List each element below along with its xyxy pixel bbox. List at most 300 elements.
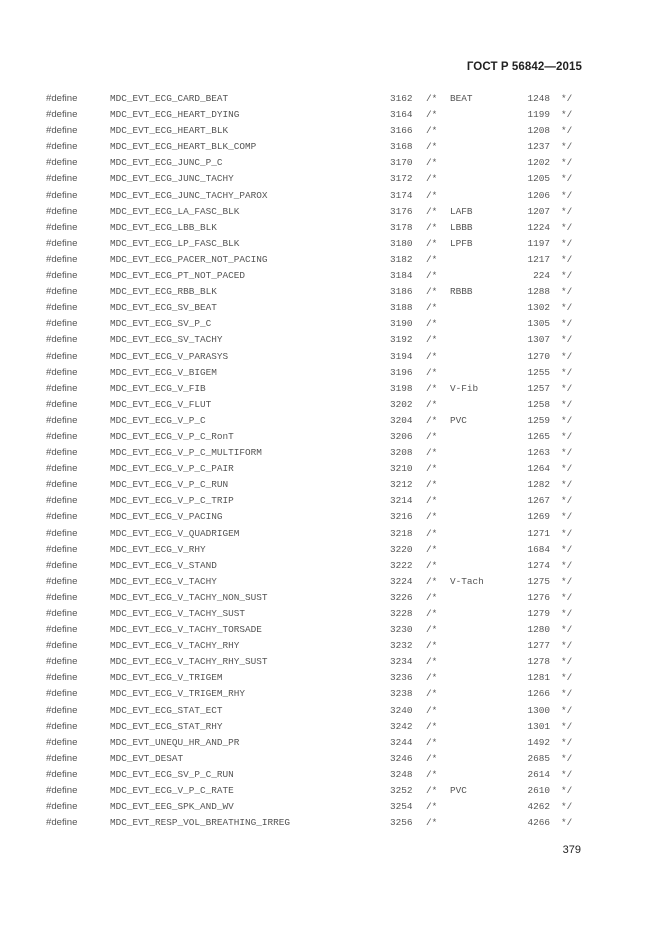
comment-value: 1248 bbox=[527, 93, 550, 104]
comment-close: */ bbox=[561, 414, 573, 426]
define-keyword: #define bbox=[46, 430, 78, 442]
comment-value: 1279 bbox=[527, 608, 550, 619]
define-keyword: #define bbox=[46, 253, 78, 265]
comment-value: 1206 bbox=[527, 189, 550, 201]
define-row bbox=[0, 688, 661, 704]
define-keyword: #define bbox=[46, 189, 78, 201]
comment-open: /* bbox=[426, 785, 438, 797]
constant-code: 3168 bbox=[390, 141, 413, 153]
define-keyword: #define bbox=[46, 479, 78, 491]
define-keyword: #define bbox=[46, 398, 78, 410]
comment-close: */ bbox=[561, 447, 573, 459]
define-keyword: #define bbox=[46, 157, 78, 169]
comment-close: */ bbox=[561, 205, 573, 217]
define-keyword: #define bbox=[46, 125, 78, 137]
comment-close: */ bbox=[561, 527, 573, 539]
constant-name: MDC_EVT_EEG_SPK_AND_WV bbox=[110, 801, 234, 813]
define-row bbox=[0, 737, 661, 753]
define-keyword: #define bbox=[46, 270, 78, 282]
comment-value: 1259 bbox=[527, 414, 550, 426]
comment-close: */ bbox=[561, 688, 573, 700]
define-row bbox=[0, 157, 661, 173]
constant-name: MDC_EVT_ECG_SV_P_C bbox=[110, 318, 212, 330]
constant-name: MDC_EVT_DESAT bbox=[110, 752, 184, 764]
constant-name: MDC_EVT_UNEQU_HR_AND_PR bbox=[110, 736, 240, 748]
constant-code: 3248 bbox=[390, 768, 413, 780]
constant-code: 3206 bbox=[390, 430, 413, 442]
comment-close: */ bbox=[561, 366, 573, 378]
define-keyword: #define bbox=[46, 334, 78, 346]
define-row bbox=[0, 753, 661, 769]
comment-open: /* bbox=[426, 189, 438, 201]
constant-name: MDC_EVT_ECG_V_RHY bbox=[110, 543, 206, 555]
constant-code: 3232 bbox=[390, 640, 413, 652]
comment-close: */ bbox=[561, 286, 573, 298]
comment-value: 1208 bbox=[527, 125, 550, 137]
comment-value: 1263 bbox=[527, 447, 550, 459]
comment-value: 1301 bbox=[527, 720, 550, 732]
constant-name: MDC_EVT_ECG_V_STAND bbox=[110, 559, 217, 571]
comment-open: /* bbox=[426, 624, 438, 636]
constant-code: 3222 bbox=[390, 559, 413, 571]
define-keyword: #define bbox=[46, 511, 78, 523]
comment-open: /* bbox=[426, 736, 438, 748]
constant-code: 3234 bbox=[390, 656, 413, 668]
constant-code: 3256 bbox=[390, 817, 413, 829]
comment-value: 1217 bbox=[527, 253, 550, 265]
constant-code: 3162 bbox=[390, 93, 413, 104]
comment-label: V-Tach bbox=[450, 575, 484, 587]
constant-code: 3240 bbox=[390, 704, 413, 716]
comment-value: 1267 bbox=[527, 495, 550, 507]
define-keyword: #define bbox=[46, 414, 78, 426]
comment-label: PVC bbox=[450, 414, 467, 426]
comment-value: 4266 bbox=[527, 817, 550, 829]
comment-open: /* bbox=[426, 447, 438, 459]
constant-code: 3166 bbox=[390, 125, 413, 137]
define-row bbox=[0, 785, 661, 801]
comment-close: */ bbox=[561, 253, 573, 265]
comment-value: 1280 bbox=[527, 624, 550, 636]
comment-open: /* bbox=[426, 398, 438, 410]
comment-value: 1684 bbox=[527, 543, 550, 555]
constant-code: 3170 bbox=[390, 157, 413, 169]
comment-open: /* bbox=[426, 672, 438, 684]
define-keyword: #define bbox=[46, 173, 78, 185]
define-row bbox=[0, 383, 661, 399]
define-row bbox=[0, 463, 661, 479]
define-keyword: #define bbox=[46, 672, 78, 684]
comment-close: */ bbox=[561, 817, 573, 829]
constant-name: MDC_EVT_ECG_RBB_BLK bbox=[110, 286, 217, 298]
comment-value: 1275 bbox=[527, 575, 550, 587]
constant-code: 3224 bbox=[390, 575, 413, 587]
constant-name: MDC_EVT_RESP_VOL_BREATHING_IRREG bbox=[110, 817, 291, 829]
comment-value: 1270 bbox=[527, 350, 550, 362]
constant-code: 3172 bbox=[390, 173, 413, 185]
constant-code: 3194 bbox=[390, 350, 413, 362]
constant-code: 3182 bbox=[390, 253, 413, 265]
define-row bbox=[0, 656, 661, 672]
define-row bbox=[0, 495, 661, 511]
comment-open: /* bbox=[426, 173, 438, 185]
comment-open: /* bbox=[426, 640, 438, 652]
comment-value: 1266 bbox=[527, 688, 550, 700]
constant-name: MDC_EVT_ECG_V_TRIGEM_RHY bbox=[110, 688, 246, 700]
constant-name: MDC_EVT_ECG_V_TACHY_RHY_SUST bbox=[110, 656, 268, 668]
comment-label: BEAT bbox=[450, 93, 473, 104]
comment-close: */ bbox=[561, 704, 573, 716]
define-keyword: #define bbox=[46, 817, 78, 829]
constant-code: 3210 bbox=[390, 463, 413, 475]
constant-name: MDC_EVT_ECG_V_P_C_RATE bbox=[110, 785, 234, 797]
comment-value: 1224 bbox=[527, 221, 550, 233]
constant-code: 3178 bbox=[390, 221, 413, 233]
comment-value: 1207 bbox=[527, 205, 550, 217]
comment-open: /* bbox=[426, 752, 438, 764]
constant-name: MDC_EVT_ECG_JUNC_P_C bbox=[110, 157, 223, 169]
comment-open: /* bbox=[426, 414, 438, 426]
comment-open: /* bbox=[426, 221, 438, 233]
comment-open: /* bbox=[426, 608, 438, 619]
define-keyword: #define bbox=[46, 720, 78, 732]
comment-close: */ bbox=[561, 430, 573, 442]
comment-close: */ bbox=[561, 608, 573, 619]
comment-close: */ bbox=[561, 640, 573, 652]
constant-code: 3252 bbox=[390, 785, 413, 797]
constant-code: 3198 bbox=[390, 382, 413, 394]
comment-value: 1300 bbox=[527, 704, 550, 716]
constant-name: MDC_EVT_ECG_HEART_DYING bbox=[110, 109, 240, 121]
comment-open: /* bbox=[426, 366, 438, 378]
constant-code: 3228 bbox=[390, 608, 413, 619]
define-row bbox=[0, 270, 661, 286]
comment-open: /* bbox=[426, 270, 438, 282]
comment-open: /* bbox=[426, 253, 438, 265]
document-id-header: ГОСТ Р 56842—2015 bbox=[466, 61, 582, 73]
comment-open: /* bbox=[426, 93, 438, 104]
define-keyword: #define bbox=[46, 350, 78, 362]
comment-label: LPFB bbox=[450, 237, 473, 249]
comment-close: */ bbox=[561, 221, 573, 233]
comment-open: /* bbox=[426, 157, 438, 169]
define-row bbox=[0, 817, 661, 833]
constant-name: MDC_EVT_ECG_SV_P_C_RUN bbox=[110, 768, 234, 780]
constant-name: MDC_EVT_ECG_HEART_BLK_COMP bbox=[110, 141, 257, 153]
comment-value: 1255 bbox=[527, 366, 550, 378]
comment-open: /* bbox=[426, 720, 438, 732]
comment-open: /* bbox=[426, 125, 438, 137]
define-row bbox=[0, 173, 661, 189]
comment-close: */ bbox=[561, 302, 573, 314]
comment-close: */ bbox=[561, 109, 573, 121]
comment-close: */ bbox=[561, 672, 573, 684]
define-keyword: #define bbox=[46, 559, 78, 571]
comment-open: /* bbox=[426, 656, 438, 668]
comment-close: */ bbox=[561, 801, 573, 813]
comment-close: */ bbox=[561, 350, 573, 362]
comment-close: */ bbox=[561, 334, 573, 346]
comment-close: */ bbox=[561, 93, 573, 104]
comment-value: 2614 bbox=[527, 768, 550, 780]
comment-close: */ bbox=[561, 189, 573, 201]
define-row bbox=[0, 447, 661, 463]
comment-value: 1205 bbox=[527, 173, 550, 185]
constant-name: MDC_EVT_ECG_V_TACHY bbox=[110, 575, 217, 587]
comment-open: /* bbox=[426, 704, 438, 716]
constant-name: MDC_EVT_ECG_V_TACHY_RHY bbox=[110, 640, 240, 652]
constant-name: MDC_EVT_ECG_V_TACHY_SUST bbox=[110, 608, 246, 619]
comment-value: 1302 bbox=[527, 302, 550, 314]
comment-close: */ bbox=[561, 157, 573, 169]
define-keyword: #define bbox=[46, 608, 78, 619]
constant-name: MDC_EVT_ECG_CARD_BEAT bbox=[110, 93, 229, 104]
define-keyword: #define bbox=[46, 736, 78, 748]
define-row bbox=[0, 93, 661, 109]
comment-value: 1264 bbox=[527, 463, 550, 475]
define-keyword: #define bbox=[46, 382, 78, 394]
define-row bbox=[0, 705, 661, 721]
define-listing bbox=[0, 93, 661, 833]
define-row bbox=[0, 721, 661, 737]
define-row bbox=[0, 141, 661, 157]
define-row bbox=[0, 334, 661, 350]
constant-code: 3244 bbox=[390, 736, 413, 748]
constant-name: MDC_EVT_ECG_LA_FASC_BLK bbox=[110, 205, 240, 217]
define-keyword: #define bbox=[46, 109, 78, 121]
comment-close: */ bbox=[561, 543, 573, 555]
define-row bbox=[0, 302, 661, 318]
define-row bbox=[0, 109, 661, 125]
constant-name: MDC_EVT_ECG_V_P_C_MULTIFORM bbox=[110, 447, 262, 459]
comment-close: */ bbox=[561, 720, 573, 732]
define-row bbox=[0, 238, 661, 254]
define-keyword: #define bbox=[46, 543, 78, 555]
comment-value: 1237 bbox=[527, 141, 550, 153]
comment-close: */ bbox=[561, 270, 573, 282]
constant-name: MDC_EVT_ECG_V_P_C bbox=[110, 414, 206, 426]
comment-open: /* bbox=[426, 350, 438, 362]
constant-code: 3238 bbox=[390, 688, 413, 700]
constant-code: 3196 bbox=[390, 366, 413, 378]
constant-name: MDC_EVT_ECG_V_TACHY_NON_SUST bbox=[110, 591, 268, 603]
constant-code: 3254 bbox=[390, 801, 413, 813]
comment-open: /* bbox=[426, 543, 438, 555]
comment-value: 1197 bbox=[527, 237, 550, 249]
comment-open: /* bbox=[426, 688, 438, 700]
comment-value: 1288 bbox=[527, 286, 550, 298]
define-keyword: #define bbox=[46, 495, 78, 507]
comment-label: V-Fib bbox=[450, 382, 479, 394]
comment-close: */ bbox=[561, 656, 573, 668]
comment-close: */ bbox=[561, 624, 573, 636]
comment-close: */ bbox=[561, 785, 573, 797]
constant-name: MDC_EVT_ECG_V_P_C_TRIP bbox=[110, 495, 234, 507]
comment-value: 1274 bbox=[527, 559, 550, 571]
comment-open: /* bbox=[426, 591, 438, 603]
define-keyword: #define bbox=[46, 624, 78, 636]
constant-name: MDC_EVT_ECG_HEART_BLK bbox=[110, 125, 229, 137]
comment-open: /* bbox=[426, 495, 438, 507]
define-keyword: #define bbox=[46, 447, 78, 459]
define-keyword: #define bbox=[46, 704, 78, 716]
comment-close: */ bbox=[561, 463, 573, 475]
constant-name: MDC_EVT_ECG_V_P_C_RonT bbox=[110, 430, 234, 442]
constant-code: 3246 bbox=[390, 752, 413, 764]
constant-code: 3230 bbox=[390, 624, 413, 636]
comment-open: /* bbox=[426, 817, 438, 829]
define-row bbox=[0, 576, 661, 592]
constant-name: MDC_EVT_ECG_V_P_C_PAIR bbox=[110, 463, 234, 475]
constant-name: MDC_EVT_ECG_SV_BEAT bbox=[110, 302, 217, 314]
comment-close: */ bbox=[561, 736, 573, 748]
constant-code: 3184 bbox=[390, 270, 413, 282]
comment-close: */ bbox=[561, 398, 573, 410]
define-row bbox=[0, 351, 661, 367]
comment-close: */ bbox=[561, 752, 573, 764]
comment-close: */ bbox=[561, 768, 573, 780]
comment-close: */ bbox=[561, 141, 573, 153]
define-keyword: #define bbox=[46, 768, 78, 780]
constant-code: 3186 bbox=[390, 286, 413, 298]
define-row bbox=[0, 801, 661, 817]
constant-name: MDC_EVT_ECG_PT_NOT_PACED bbox=[110, 270, 246, 282]
constant-name: MDC_EVT_ECG_V_TRIGEM bbox=[110, 672, 223, 684]
constant-name: MDC_EVT_ECG_LBB_BLK bbox=[110, 221, 217, 233]
comment-open: /* bbox=[426, 801, 438, 813]
define-keyword: #define bbox=[46, 318, 78, 330]
define-row bbox=[0, 479, 661, 495]
define-keyword: #define bbox=[46, 463, 78, 475]
comment-open: /* bbox=[426, 302, 438, 314]
constant-code: 3226 bbox=[390, 591, 413, 603]
page-number: 379 bbox=[562, 844, 581, 856]
comment-close: */ bbox=[561, 318, 573, 330]
constant-name: MDC_EVT_ECG_V_QUADRIGEM bbox=[110, 527, 240, 539]
comment-label: RBBB bbox=[450, 286, 473, 298]
comment-close: */ bbox=[561, 495, 573, 507]
define-keyword: #define bbox=[46, 527, 78, 539]
define-keyword: #define bbox=[46, 575, 78, 587]
comment-open: /* bbox=[426, 205, 438, 217]
comment-label: LAFB bbox=[450, 205, 473, 217]
constant-code: 3180 bbox=[390, 237, 413, 249]
comment-open: /* bbox=[426, 109, 438, 121]
define-keyword: #define bbox=[46, 93, 78, 104]
define-row bbox=[0, 206, 661, 222]
comment-close: */ bbox=[561, 559, 573, 571]
define-keyword: #define bbox=[46, 237, 78, 249]
define-row bbox=[0, 286, 661, 302]
define-row bbox=[0, 190, 661, 206]
comment-open: /* bbox=[426, 511, 438, 523]
comment-value: 1257 bbox=[527, 382, 550, 394]
comment-value: 4262 bbox=[527, 801, 550, 813]
comment-value: 1202 bbox=[527, 157, 550, 169]
comment-value: 1269 bbox=[527, 511, 550, 523]
comment-open: /* bbox=[426, 479, 438, 491]
constant-code: 3214 bbox=[390, 495, 413, 507]
define-row bbox=[0, 431, 661, 447]
comment-close: */ bbox=[561, 479, 573, 491]
constant-name: MDC_EVT_ECG_STAT_RHY bbox=[110, 720, 223, 732]
constant-code: 3236 bbox=[390, 672, 413, 684]
comment-value: 2685 bbox=[527, 752, 550, 764]
constant-name: MDC_EVT_ECG_V_PACING bbox=[110, 511, 223, 523]
constant-code: 3208 bbox=[390, 447, 413, 459]
comment-value: 1199 bbox=[527, 109, 550, 121]
comment-open: /* bbox=[426, 141, 438, 153]
comment-value: 1305 bbox=[527, 318, 550, 330]
comment-open: /* bbox=[426, 463, 438, 475]
comment-value: 1281 bbox=[527, 672, 550, 684]
comment-close: */ bbox=[561, 237, 573, 249]
define-keyword: #define bbox=[46, 205, 78, 217]
constant-name: MDC_EVT_ECG_PACER_NOT_PACING bbox=[110, 253, 268, 265]
comment-value: 1265 bbox=[527, 430, 550, 442]
define-keyword: #define bbox=[46, 656, 78, 668]
constant-code: 3242 bbox=[390, 720, 413, 732]
constant-name: MDC_EVT_ECG_V_P_C_RUN bbox=[110, 479, 229, 491]
constant-name: MDC_EVT_ECG_STAT_ECT bbox=[110, 704, 223, 716]
define-keyword: #define bbox=[46, 752, 78, 764]
constant-code: 3212 bbox=[390, 479, 413, 491]
define-keyword: #define bbox=[46, 688, 78, 700]
constant-code: 3218 bbox=[390, 527, 413, 539]
define-row bbox=[0, 608, 661, 624]
comment-close: */ bbox=[561, 125, 573, 137]
constant-code: 3202 bbox=[390, 398, 413, 410]
define-row bbox=[0, 254, 661, 270]
constant-name: MDC_EVT_ECG_V_TACHY_TORSADE bbox=[110, 624, 262, 636]
define-row bbox=[0, 222, 661, 238]
constant-name: MDC_EVT_ECG_V_FIB bbox=[110, 382, 206, 394]
comment-open: /* bbox=[426, 575, 438, 587]
comment-label: LBBB bbox=[450, 221, 473, 233]
define-row bbox=[0, 367, 661, 383]
comment-close: */ bbox=[561, 575, 573, 587]
constant-code: 3164 bbox=[390, 109, 413, 121]
comment-value: 1277 bbox=[527, 640, 550, 652]
define-row bbox=[0, 511, 661, 527]
constant-code: 3220 bbox=[390, 543, 413, 555]
constant-name: MDC_EVT_ECG_V_BIGEM bbox=[110, 366, 217, 378]
constant-code: 3204 bbox=[390, 414, 413, 426]
define-row bbox=[0, 399, 661, 415]
define-row bbox=[0, 318, 661, 334]
comment-open: /* bbox=[426, 286, 438, 298]
comment-open: /* bbox=[426, 334, 438, 346]
define-row bbox=[0, 640, 661, 656]
comment-value: 1278 bbox=[527, 656, 550, 668]
define-row bbox=[0, 125, 661, 141]
comment-open: /* bbox=[426, 559, 438, 571]
comment-value: 1271 bbox=[527, 527, 550, 539]
constant-code: 3216 bbox=[390, 511, 413, 523]
define-keyword: #define bbox=[46, 141, 78, 153]
comment-close: */ bbox=[561, 173, 573, 185]
constant-name: MDC_EVT_ECG_LP_FASC_BLK bbox=[110, 237, 240, 249]
define-row bbox=[0, 528, 661, 544]
comment-value: 1258 bbox=[527, 398, 550, 410]
define-keyword: #define bbox=[46, 801, 78, 813]
define-row bbox=[0, 672, 661, 688]
define-keyword: #define bbox=[46, 785, 78, 797]
define-keyword: #define bbox=[46, 640, 78, 652]
comment-close: */ bbox=[561, 382, 573, 394]
comment-open: /* bbox=[426, 237, 438, 249]
comment-open: /* bbox=[426, 318, 438, 330]
